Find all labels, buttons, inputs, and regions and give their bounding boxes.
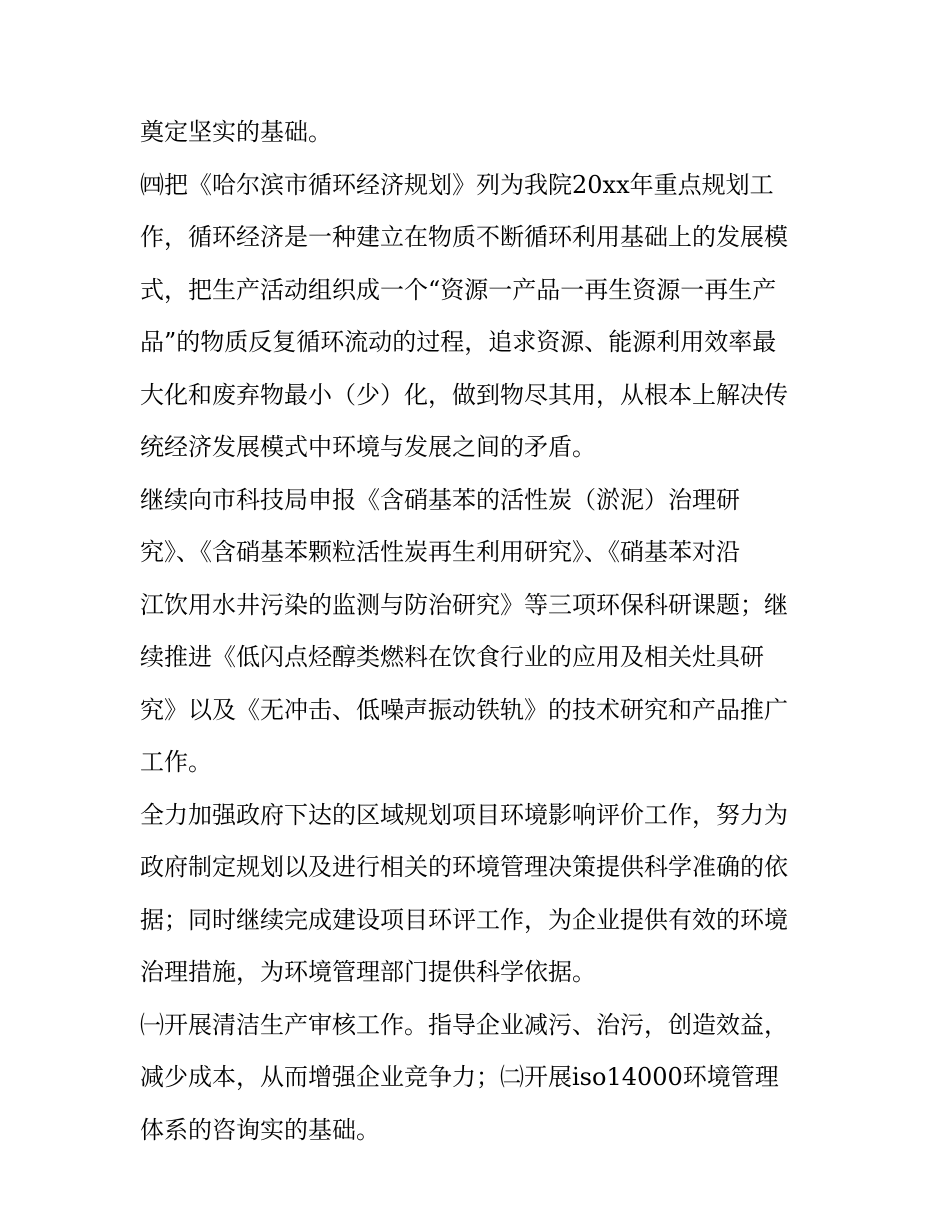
text-line: 续推进《低闪点烃醇类燃料在饮食行业的应用及相关灶具研 (140, 643, 764, 671)
text-line: 究》以及《无冲击、低噪声振动铁轨》的技术研究和产品推广 (140, 695, 788, 724)
text-line: 据；同时继续完成建设项目环评工作，为企业提供有效的环境 (140, 905, 788, 934)
text-line: 工作。 (140, 748, 212, 776)
text-line: 式，把生产活动组织成一个“资源一产品一再生资源一再生产 (140, 275, 777, 304)
text-line: 体系的咨询实的基础。 (140, 1115, 380, 1144)
document-body (140, 106, 815, 1156)
text-line: 继续向市科技局申报《含硝基苯的活性炭（淤泥）治理研 (140, 485, 740, 514)
text-line: 全力加强政府下达的区域规划项目环境影响评价工作，努力为 (140, 800, 788, 829)
text-line: 政府制定规划以及进行相关的环境管理决策提供科学准确的依 (140, 853, 788, 881)
text-line: 品”的物质反复循环流动的过程，追求资源、能源利用效率最 (140, 328, 777, 356)
text-line: 统经济发展模式中环境与发展之间的矛盾。 (140, 433, 596, 461)
text-line: ㈣把《哈尔滨市循环经济规划》列为我院20xx年重点规划工 (140, 170, 774, 199)
text-line: 奠定坚实的基础。 (140, 118, 332, 146)
text-line: 治理措施，为环境管理部门提供科学依据。 (140, 958, 596, 986)
text-line: 减少成本，从而增强企业竞争力；㈡开展iso14000环境管理 (140, 1063, 779, 1091)
text-line: 作，循环经济是一种建立在物质不断循环利用基础上的发展模 (140, 223, 788, 251)
text-line: 大化和废弃物最小（少）化，做到物尽其用，从根本上解决传 (140, 380, 788, 409)
text-line: ㈠开展清洁生产审核工作。指导企业减污、治污，创造效益， (140, 1010, 788, 1039)
text-line: 究》、《含硝基苯颗粒活性炭再生利用研究》、《硝基苯对沿 (140, 538, 740, 566)
text-line: 江饮用水井污染的监测与防治研究》等三项环保科研课题；继 (140, 590, 788, 619)
